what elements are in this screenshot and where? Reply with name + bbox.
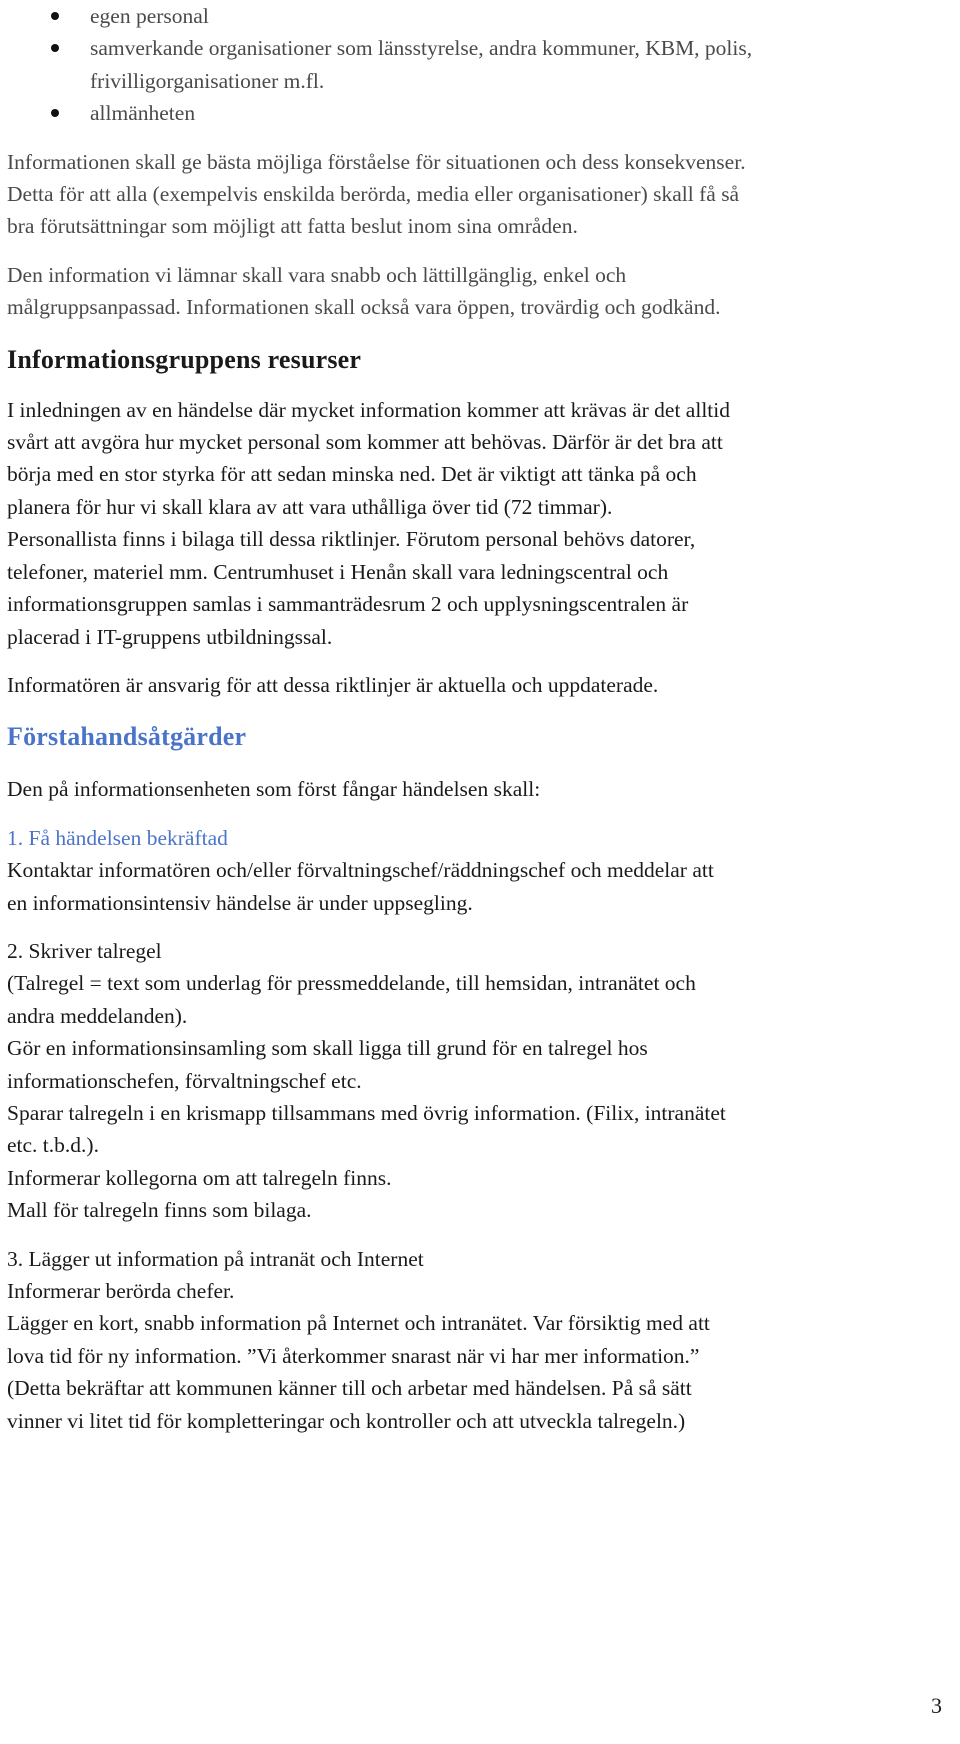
paragraph-line: I inledningen av en händelse där mycket information kommer att krävas är det alltid <box>7 397 730 422</box>
step-line: Mall för talregeln finns som bilaga. <box>7 1198 312 1223</box>
step-line: Gör en informationsinsamling som skall ligga till grund för en talregel hos <box>7 1036 648 1061</box>
paragraph-understanding <box>7 146 942 243</box>
step-line: vinner vi litet tid för kompletteringar och kontroller och att utveckla talregeln.) <box>7 1408 686 1433</box>
step-line: (Detta bekräftar att kommunen känner till och arbetar med händelsen. På så sätt <box>7 1376 692 1401</box>
section-heading-first-actions: Förstahandsåtgärder <box>7 722 247 752</box>
paragraph-information-quality <box>7 259 942 324</box>
page-number: 3 <box>931 1693 942 1718</box>
bullet-text: samverkande organisationer som länsstyrelse, andra kommuner, KBM, polis, <box>90 36 753 61</box>
section-heading-resources: Informationsgruppens resurser <box>7 344 362 374</box>
step-line: Kontaktar informatören och/eller förvaltningschef/räddningschef och meddelar att <box>7 858 714 883</box>
step-line: Informerar berörda chefer. <box>7 1279 235 1303</box>
bullet-text: allmänheten <box>90 101 196 126</box>
step-3-title: 3. Lägger ut information på intranät och Internet <box>7 1246 424 1271</box>
bullet-dot-icon <box>51 44 59 52</box>
paragraph-responsibility: Informatören är ansvarig för att dessa riktlinjer är aktuella och uppdaterade. <box>7 672 659 697</box>
paragraph-intro-steps: Den på informationsenheten som först fångar händelsen skall: <box>7 777 541 802</box>
bullet-text-continuation: frivilligorganisationer m.fl. <box>90 68 325 93</box>
step-1 <box>7 822 942 919</box>
step-2 <box>7 935 942 1227</box>
step-line: (Talregel = text som underlag för pressmeddelande, till hemsidan, intranätet och <box>7 971 696 996</box>
step-line: Informerar kollegorna om att talregeln finns. <box>7 1165 392 1190</box>
paragraph-line: planera för hur vi skall klara av att vara uthålliga över tid (72 timmar). <box>7 494 613 519</box>
audience-bullet-list <box>7 0 942 130</box>
step-line: Sparar talregeln i en krismapp tillsammans med övrig information. (Filix, intranätet <box>7 1100 726 1125</box>
paragraph-line: Detta för att alla (exempelvis enskilda berörda, media eller organisationer) skall få så <box>7 182 740 207</box>
step-line: en informationsintensiv händelse är under uppsegling. <box>7 890 473 915</box>
paragraph-line: målgruppsanpassad. Informationen skall också vara öppen, trovärdig och godkänd. <box>7 295 721 320</box>
paragraph-line: börja med en stor styrka för att sedan minska ned. Det är viktigt att tänka på och <box>7 462 697 487</box>
step-line: informationschefen, förvaltningschef etc. <box>7 1068 362 1093</box>
bullet-dot-icon <box>51 12 59 20</box>
step-line: lova tid för ny information. ”Vi återkommer snarast när vi har mer information.” <box>7 1343 700 1368</box>
paragraph-resources <box>7 394 942 653</box>
paragraph-line: svårt att avgöra hur mycket personal som kommer att behövas. Därför är det bra att <box>7 430 723 455</box>
document-page <box>7 0 942 1718</box>
paragraph-line: placerad i IT-gruppens utbildningssal. <box>7 624 333 649</box>
step-2-title: 2. Skriver talregel <box>7 938 162 963</box>
paragraph-line: Personallista finns i bilaga till dessa riktlinjer. Förutom personal behövs datorer, <box>7 527 696 552</box>
paragraph-line: Informationen skall ge bästa möjliga förståelse för situationen och dess konsekvenser. <box>7 149 746 174</box>
bullet-item <box>7 97 942 129</box>
bullet-dot-icon <box>51 109 59 117</box>
bullet-item <box>7 32 942 97</box>
step-line: andra meddelanden). <box>7 1003 188 1028</box>
step-line: Lägger en kort, snabb information på Internet och intranätet. Var försiktig med att <box>7 1311 710 1336</box>
paragraph-line: Den information vi lämnar skall vara snabb och lättillgänglig, enkel och <box>7 262 627 287</box>
bullet-item <box>7 0 942 32</box>
step-3 <box>7 1243 942 1437</box>
paragraph-line: bra förutsättningar som möjligt att fatta beslut inom sina områden. <box>7 214 578 239</box>
paragraph-line: telefoner, materiel mm. Centrumhuset i Henån skall vara ledningscentral och <box>7 559 669 584</box>
bullet-text: egen personal <box>90 4 209 28</box>
step-1-title: 1. Få händelsen bekräftad <box>7 825 228 850</box>
paragraph-line: informationsgruppen samlas i sammanträdesrum 2 och upplysningscentralen är <box>7 592 689 617</box>
step-line: etc. t.b.d.). <box>7 1133 99 1158</box>
